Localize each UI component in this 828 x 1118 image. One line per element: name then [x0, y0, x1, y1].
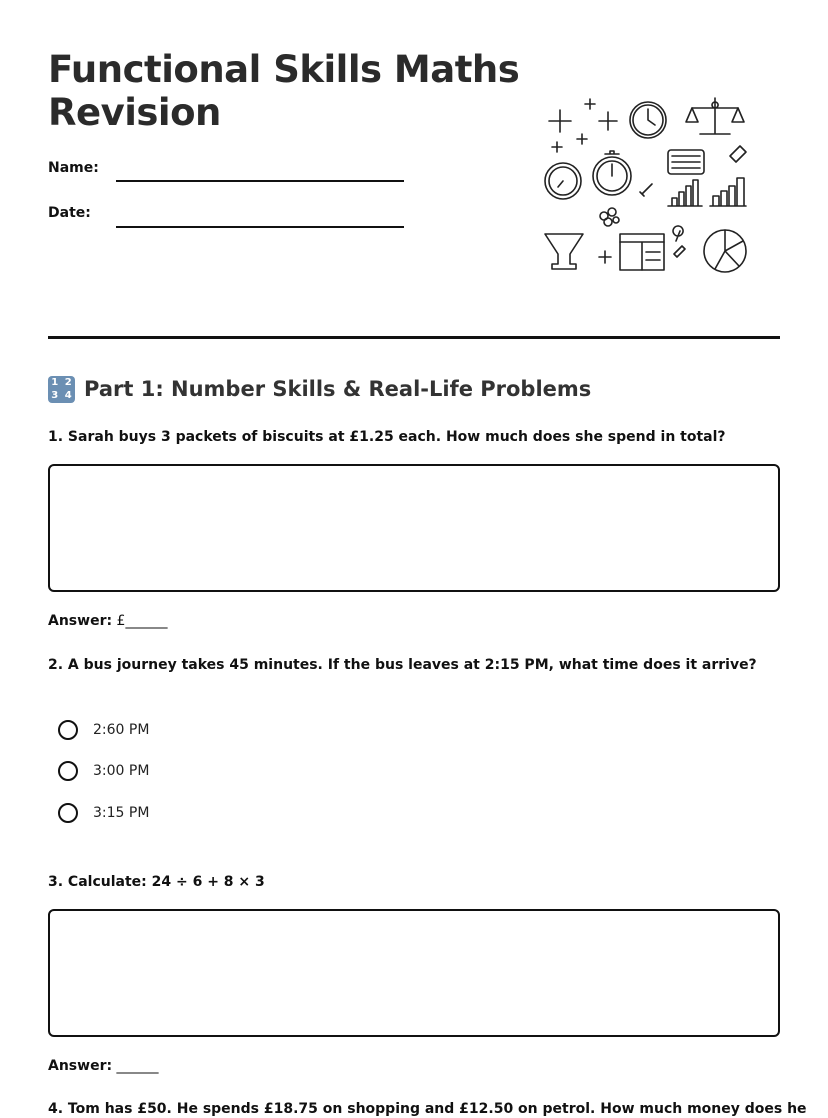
worksheet-title: Functional Skills Maths Revision: [48, 48, 520, 134]
name-input-line[interactable]: [116, 180, 404, 182]
radio-button[interactable]: [58, 720, 78, 740]
radio-button[interactable]: [58, 803, 78, 823]
answer-blank[interactable]: ______: [116, 1058, 159, 1074]
radio-button[interactable]: [58, 761, 78, 781]
name-label: Name:: [48, 160, 99, 176]
question-2-text: 2. A bus journey takes 45 minutes. If the bus leaves at 2:15 PM, what time does it arrive?: [48, 657, 757, 673]
question-1-answer-box[interactable]: [48, 464, 780, 592]
question-3-answer-line: [48, 1058, 159, 1074]
date-label: Date:: [48, 205, 91, 221]
question-3-answer-box[interactable]: [48, 909, 780, 1037]
answer-label: Answer:: [48, 613, 113, 629]
question-3-text: 3. Calculate: 24 ÷ 6 + 8 × 3: [48, 874, 265, 890]
keycap-digit: 4: [64, 390, 72, 401]
option-label: 3:15 PM: [93, 805, 150, 821]
option-label: 3:00 PM: [93, 763, 150, 779]
keycap-digit: 2: [64, 376, 72, 388]
option-label: 2:60 PM: [93, 722, 150, 738]
section-1-title: Part 1: Number Skills & Real-Life Problems: [84, 377, 592, 401]
question-2-option[interactable]: [58, 801, 149, 825]
keycap-digit: 3: [51, 390, 59, 401]
question-2-option[interactable]: [58, 759, 149, 783]
number-keycap-icon: [48, 376, 75, 403]
section-divider: [48, 336, 780, 339]
maths-tools-clipart-icon: [540, 94, 752, 276]
answer-blank[interactable]: £______: [116, 613, 168, 629]
question-2-option[interactable]: [58, 718, 149, 742]
question-4-text: 4. Tom has £50. He spends £18.75 on shopping and £12.50 on petrol. How much money does he: [48, 1101, 807, 1117]
date-input-line[interactable]: [116, 226, 404, 228]
question-1-text: 1. Sarah buys 3 packets of biscuits at £1.25 each. How much does she spend in total?: [48, 429, 726, 445]
section-1-heading: [48, 374, 591, 404]
answer-label: Answer:: [48, 1058, 113, 1074]
keycap-digit: 1: [51, 376, 59, 388]
question-1-answer-line: [48, 613, 167, 629]
